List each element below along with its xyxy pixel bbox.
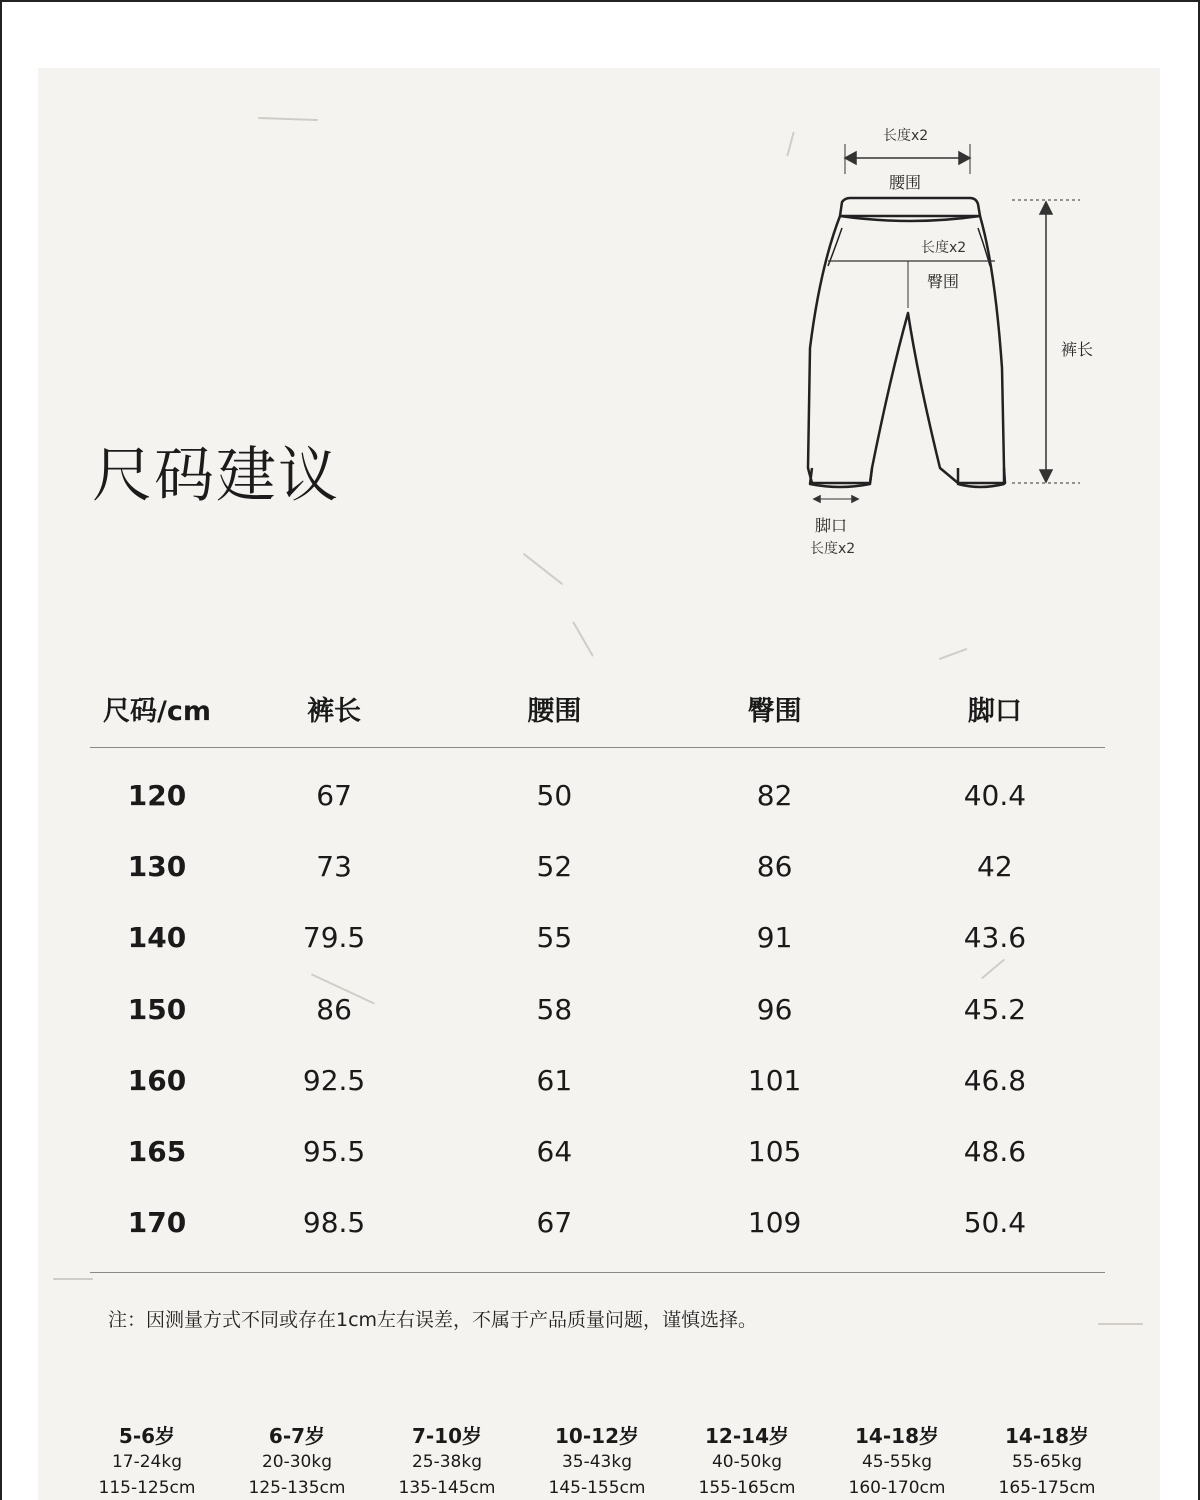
cell-hip: 91 (756, 921, 793, 955)
table-row (90, 1187, 1105, 1258)
height-range: 115-125cm (98, 1478, 196, 1498)
waist-length-label: 长度x2 (883, 128, 929, 144)
page-title: 尺码建议 (92, 441, 340, 511)
cell-waist: 55 (536, 921, 573, 955)
cell-length: 73 (316, 850, 352, 884)
paper-fiber (523, 553, 564, 585)
cell-waist: 67 (536, 1206, 573, 1240)
height-range: 145-155cm (548, 1478, 646, 1498)
cuff-label: 脚口 (815, 516, 848, 535)
cell-length: 98.5 (302, 1206, 366, 1240)
header-hip: 臀围 (747, 696, 802, 727)
age-item (672, 1420, 822, 1498)
cell-waist: 52 (536, 850, 573, 884)
cell-size: 120 (127, 779, 187, 813)
cell-length: 86 (316, 992, 352, 1026)
cell-cuff: 45.2 (963, 992, 1027, 1026)
cell-cuff: 43.6 (963, 921, 1027, 955)
age-range: 12-14岁 (705, 1424, 789, 1448)
cell-hip: 82 (756, 779, 793, 813)
cell-hip: 86 (756, 850, 793, 884)
paper-fiber (258, 117, 318, 121)
cell-cuff: 42 (977, 850, 1013, 884)
hip-label: 臀围 (927, 272, 960, 291)
age-item (522, 1420, 672, 1498)
cell-size: 170 (127, 1206, 187, 1240)
table-row (90, 974, 1105, 1045)
header-size: 尺码/cm (102, 696, 211, 727)
cell-waist: 58 (536, 992, 573, 1026)
age-range: 6-7岁 (268, 1424, 326, 1448)
table-row (90, 902, 1105, 973)
cuff-length-label: 长度x2 (810, 541, 856, 557)
pants-diagram (790, 118, 1120, 568)
header-length: 裤长 (307, 696, 362, 727)
waist-label: 腰围 (889, 173, 922, 192)
age-range: 5-6岁 (118, 1424, 176, 1448)
table-header (90, 670, 1105, 748)
cell-size: 165 (127, 1135, 187, 1169)
table-row (90, 1116, 1105, 1187)
table-body (90, 748, 1105, 1273)
size-table (90, 670, 1105, 1273)
header-waist: 腰围 (527, 696, 582, 727)
height-range: 125-135cm (248, 1478, 346, 1498)
weight-range: 55-65kg (1011, 1452, 1083, 1472)
cell-cuff: 48.6 (963, 1135, 1027, 1169)
age-item (72, 1420, 222, 1498)
age-item (822, 1420, 972, 1498)
age-range: 10-12岁 (555, 1424, 639, 1448)
cell-hip: 105 (747, 1135, 802, 1169)
cell-length: 95.5 (302, 1135, 366, 1169)
cell-length: 92.5 (302, 1063, 366, 1097)
cell-length: 79.5 (302, 921, 366, 955)
cell-size: 140 (127, 921, 187, 955)
hip-length-label: 长度x2 (921, 240, 967, 256)
age-reference (72, 1420, 1122, 1498)
header-cuff: 脚口 (967, 696, 1022, 727)
weight-range: 17-24kg (111, 1452, 183, 1472)
paper-fiber (53, 1278, 93, 1280)
cell-length: 67 (316, 779, 352, 813)
cell-hip: 101 (747, 1063, 802, 1097)
table-row (90, 760, 1105, 831)
weight-range: 45-55kg (861, 1452, 933, 1472)
cell-size: 160 (127, 1063, 187, 1097)
age-item (972, 1420, 1122, 1498)
cell-cuff: 50.4 (963, 1206, 1027, 1240)
paper-fiber (939, 648, 968, 660)
weight-range: 35-43kg (561, 1452, 633, 1472)
age-range: 14-18岁 (855, 1424, 939, 1448)
weight-range: 40-50kg (711, 1452, 783, 1472)
cell-cuff: 46.8 (963, 1063, 1027, 1097)
measurement-note: 注：因测量方式不同或存在1cm左右误差，不属于产品质量问题，谨慎选择。 (108, 1309, 758, 1331)
cell-waist: 61 (536, 1063, 573, 1097)
paper-fiber (572, 621, 594, 657)
age-range: 14-18岁 (1005, 1424, 1089, 1448)
height-range: 160-170cm (848, 1478, 946, 1498)
height-range: 165-175cm (998, 1478, 1096, 1498)
table-row (90, 831, 1105, 902)
cell-size: 150 (127, 992, 187, 1026)
table-row (90, 1045, 1105, 1116)
height-range: 135-145cm (398, 1478, 496, 1498)
weight-range: 20-30kg (261, 1452, 333, 1472)
length-label: 裤长 (1061, 340, 1094, 359)
weight-range: 25-38kg (411, 1452, 483, 1472)
cell-cuff: 40.4 (963, 779, 1027, 813)
cell-waist: 50 (536, 779, 573, 813)
age-item (372, 1420, 522, 1498)
cell-hip: 96 (756, 992, 793, 1026)
cell-waist: 64 (536, 1135, 573, 1169)
cell-hip: 109 (747, 1206, 802, 1240)
height-range: 155-165cm (698, 1478, 796, 1498)
cell-size: 130 (127, 850, 187, 884)
age-item (222, 1420, 372, 1498)
age-range: 7-10岁 (411, 1424, 483, 1448)
paper-fiber (1098, 1323, 1143, 1325)
